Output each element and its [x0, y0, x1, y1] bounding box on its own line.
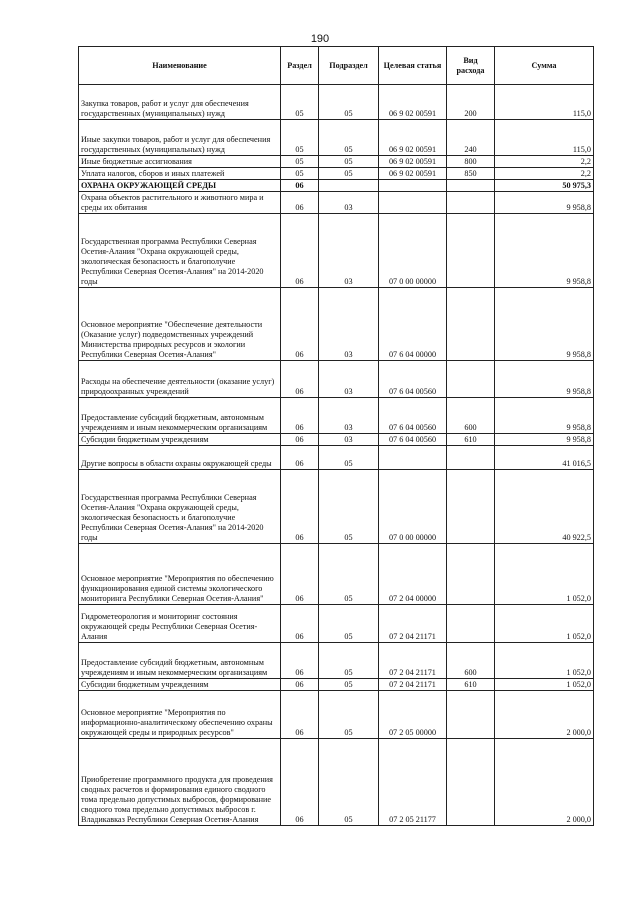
header-amount: Сумма — [495, 47, 594, 85]
row-section: 05 — [281, 120, 319, 156]
row-expense-type — [447, 288, 495, 361]
row-amount: 9 958,8 — [495, 398, 594, 434]
row-subsection: 05 — [319, 470, 379, 544]
header-subsection: Подраздел — [319, 47, 379, 85]
row-amount: 2 000,0 — [495, 739, 594, 826]
table-row — [79, 361, 594, 398]
row-name: Охрана объектов растительного и животного мира и среды их обитания — [79, 192, 281, 214]
row-subsection: 05 — [319, 643, 379, 679]
row-target-article: 06 9 02 00591 — [379, 120, 447, 156]
row-section: 06 — [281, 679, 319, 691]
table-row — [79, 446, 594, 470]
row-subsection: 05 — [319, 85, 379, 120]
row-subsection: 03 — [319, 192, 379, 214]
row-amount: 9 958,8 — [495, 192, 594, 214]
row-target-article: 07 6 04 00560 — [379, 434, 447, 446]
row-expense-type: 610 — [447, 679, 495, 691]
row-target-article: 07 2 04 21171 — [379, 643, 447, 679]
row-subsection: 03 — [319, 214, 379, 288]
row-section: 06 — [281, 446, 319, 470]
row-subsection: 05 — [319, 120, 379, 156]
row-name: Иные бюджетные ассигнования — [79, 156, 281, 168]
row-name: Приобретение программного продукта для проведения сводных расчетов и формирования единого сводного тома предельно допустимых выбросов, формирование сводного тома предельно допустимых выбросов г. Владикавказ Республики Северная Осетия-Алания — [79, 739, 281, 826]
table-row — [79, 434, 594, 446]
row-subsection: 03 — [319, 398, 379, 434]
row-target-article: 07 2 04 21171 — [379, 605, 447, 643]
row-name: Государственная программа Республики Северная Осетия-Алания "Охрана окружающей среды, экологическая безопасность и благополучие Республики Северная Осетия-Алания" на 2014-2020 годы — [79, 214, 281, 288]
row-subsection: 05 — [319, 691, 379, 739]
row-target-article — [379, 180, 447, 192]
row-name: Расходы на обеспечение деятельности (оказание услуг) природоохранных учреждений — [79, 361, 281, 398]
header-name: Наименование — [79, 47, 281, 85]
row-subsection: 03 — [319, 361, 379, 398]
row-amount: 41 016,5 — [495, 446, 594, 470]
row-target-article: 07 6 04 00560 — [379, 398, 447, 434]
table-row — [79, 214, 594, 288]
row-amount: 115,0 — [495, 120, 594, 156]
row-amount: 9 958,8 — [495, 361, 594, 398]
header-target-article: Целевая статья — [379, 47, 447, 85]
row-target-article — [379, 446, 447, 470]
row-expense-type: 610 — [447, 434, 495, 446]
row-expense-type: 800 — [447, 156, 495, 168]
row-subsection: 05 — [319, 544, 379, 605]
row-target-article: 07 2 04 21171 — [379, 679, 447, 691]
row-target-article: 07 2 04 00000 — [379, 544, 447, 605]
row-section: 06 — [281, 434, 319, 446]
row-amount: 9 958,8 — [495, 288, 594, 361]
row-subsection: 05 — [319, 739, 379, 826]
table-row — [79, 192, 594, 214]
row-amount: 1 052,0 — [495, 605, 594, 643]
row-section: 06 — [281, 470, 319, 544]
table-row — [79, 643, 594, 679]
row-section: 06 — [281, 192, 319, 214]
row-name: Основное мероприятие "Мероприятия по информационно-аналитическому обеспечению охраны окружающей среды и природных ресурсов" — [79, 691, 281, 739]
table-row — [79, 679, 594, 691]
row-subsection: 05 — [319, 605, 379, 643]
row-expense-type — [447, 180, 495, 192]
table-row — [79, 85, 594, 120]
row-expense-type: 600 — [447, 643, 495, 679]
row-subsection: 05 — [319, 168, 379, 180]
row-amount: 1 052,0 — [495, 544, 594, 605]
row-name: Основное мероприятие "Обеспечение деятельности (Оказание услуг) подведомственных учреждений Министерства природных ресурсов и экологии Республики Северная Осетия-Алания" — [79, 288, 281, 361]
row-target-article: 07 0 00 00000 — [379, 214, 447, 288]
header-section: Раздел — [281, 47, 319, 85]
row-target-article: 06 9 02 00591 — [379, 168, 447, 180]
row-name: Уплата налогов, сборов и иных платежей — [79, 168, 281, 180]
row-name: Основное мероприятие "Мероприятия по обеспечению функционирования единой системы экологического мониторинга Республики Северная Осетия-Алания" — [79, 544, 281, 605]
row-name: Другие вопросы в области охраны окружающей среды — [79, 446, 281, 470]
header-expense-type: Вид расхода — [447, 47, 495, 85]
row-amount: 2 000,0 — [495, 691, 594, 739]
row-expense-type — [447, 470, 495, 544]
page-number: 190 — [310, 33, 330, 45]
row-section: 06 — [281, 398, 319, 434]
row-name: Субсидии бюджетным учреждениям — [79, 434, 281, 446]
table-row — [79, 739, 594, 826]
row-name: Государственная программа Республики Северная Осетия-Алания "Охрана окружающей среды, экологическая безопасность и благополучие Республики Северная Осетия-Алания" на 2014-2020 годы — [79, 470, 281, 544]
row-target-article — [379, 192, 447, 214]
row-target-article: 07 0 00 00000 — [379, 470, 447, 544]
row-name: Закупка товаров, работ и услуг для обеспечения государственных (муниципальных) нужд — [79, 85, 281, 120]
table-row — [79, 470, 594, 544]
row-name: Предоставление субсидий бюджетным, автономным учреждениям и иным некоммерческим организациям — [79, 398, 281, 434]
table-row — [79, 180, 594, 192]
row-expense-type — [447, 544, 495, 605]
row-name: Иные закупки товаров, работ и услуг для обеспечения государственных (муниципальных) нужд — [79, 120, 281, 156]
table-row — [79, 120, 594, 156]
row-amount: 2,2 — [495, 156, 594, 168]
table-header-row — [79, 47, 594, 85]
row-section: 05 — [281, 156, 319, 168]
table-row — [79, 288, 594, 361]
row-target-article: 07 2 05 00000 — [379, 691, 447, 739]
row-expense-type: 600 — [447, 398, 495, 434]
row-subsection — [319, 180, 379, 192]
row-amount: 2,2 — [495, 168, 594, 180]
row-amount: 1 052,0 — [495, 643, 594, 679]
row-expense-type: 240 — [447, 120, 495, 156]
row-expense-type — [447, 691, 495, 739]
row-target-article: 07 6 04 00560 — [379, 361, 447, 398]
row-expense-type — [447, 361, 495, 398]
row-amount: 1 052,0 — [495, 679, 594, 691]
row-section: 06 — [281, 643, 319, 679]
table-row — [79, 691, 594, 739]
row-expense-type: 200 — [447, 85, 495, 120]
row-name: Субсидии бюджетным учреждениям — [79, 679, 281, 691]
row-name: Гидрометеорология и мониторинг состояния окружающей среды Республики Северная Осетия-Алания — [79, 605, 281, 643]
row-expense-type — [447, 605, 495, 643]
row-subsection: 05 — [319, 446, 379, 470]
row-amount: 115,0 — [495, 85, 594, 120]
row-name: Предоставление субсидий бюджетным, автономным учреждениям и иным некоммерческим организациям — [79, 643, 281, 679]
row-target-article: 07 6 04 00000 — [379, 288, 447, 361]
row-section: 05 — [281, 168, 319, 180]
row-subsection: 05 — [319, 679, 379, 691]
row-expense-type — [447, 214, 495, 288]
table-row — [79, 156, 594, 168]
row-target-article: 06 9 02 00591 — [379, 156, 447, 168]
row-amount: 9 958,8 — [495, 214, 594, 288]
row-target-article: 06 9 02 00591 — [379, 85, 447, 120]
row-expense-type — [447, 192, 495, 214]
table-body — [79, 85, 594, 826]
row-section: 05 — [281, 85, 319, 120]
table-row — [79, 168, 594, 180]
table-row — [79, 605, 594, 643]
row-expense-type — [447, 446, 495, 470]
row-section: 06 — [281, 739, 319, 826]
table-row — [79, 544, 594, 605]
row-amount: 40 922,5 — [495, 470, 594, 544]
row-target-article: 07 2 05 21177 — [379, 739, 447, 826]
row-subsection: 03 — [319, 288, 379, 361]
row-section: 06 — [281, 180, 319, 192]
budget-table — [78, 46, 594, 826]
table-row — [79, 398, 594, 434]
row-section: 06 — [281, 691, 319, 739]
row-section: 06 — [281, 605, 319, 643]
row-amount: 50 975,3 — [495, 180, 594, 192]
row-name: ОХРАНА ОКРУЖАЮЩЕЙ СРЕДЫ — [79, 180, 281, 192]
row-section: 06 — [281, 288, 319, 361]
row-subsection: 05 — [319, 156, 379, 168]
row-section: 06 — [281, 361, 319, 398]
row-section: 06 — [281, 544, 319, 605]
row-subsection: 03 — [319, 434, 379, 446]
row-amount: 9 958,8 — [495, 434, 594, 446]
row-expense-type: 850 — [447, 168, 495, 180]
row-expense-type — [447, 739, 495, 826]
row-section: 06 — [281, 214, 319, 288]
